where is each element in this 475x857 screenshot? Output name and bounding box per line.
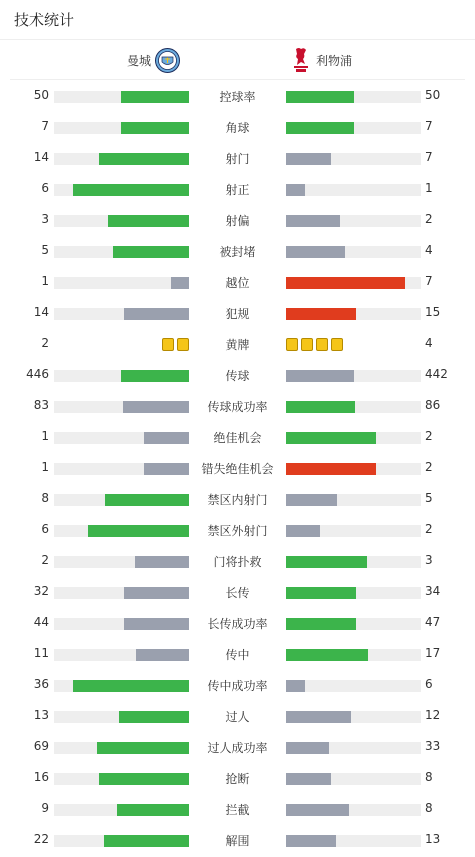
stat-label: 门将扑救	[213, 555, 262, 569]
away-bar-track	[286, 711, 421, 723]
home-value: 2	[41, 336, 49, 350]
home-bar-track	[54, 711, 189, 723]
home-bar-fill	[124, 308, 189, 320]
home-value: 446	[26, 367, 49, 381]
away-bar-track	[286, 308, 421, 320]
home-bar-track	[54, 184, 189, 196]
away-bar-fill	[286, 618, 356, 630]
stat-label: 角球	[225, 121, 250, 135]
stat-label: 传中	[225, 648, 250, 662]
stat-row	[0, 276, 475, 290]
home-bar-track	[54, 246, 189, 258]
away-bar-track	[286, 401, 421, 413]
yellow-card-icon	[301, 338, 313, 351]
home-bar-fill	[119, 711, 189, 723]
home-value: 32	[33, 584, 49, 598]
stat-row	[0, 152, 475, 166]
away-team[interactable]	[292, 46, 352, 74]
home-bar-fill	[123, 401, 189, 413]
away-bar-track	[286, 618, 421, 630]
stat-label: 传球成功率	[207, 400, 268, 414]
home-bar-track	[54, 432, 189, 444]
yellow-card-icon	[286, 338, 298, 351]
stat-label: 射偏	[225, 214, 250, 228]
stat-label: 长传	[225, 586, 250, 600]
stat-row	[0, 524, 475, 538]
stat-row	[0, 772, 475, 786]
home-bar-fill	[73, 184, 189, 196]
home-bar-fill	[105, 494, 189, 506]
away-value: 33	[425, 739, 441, 753]
away-value: 47	[425, 615, 441, 629]
home-value: 44	[33, 615, 49, 629]
away-bar-track	[286, 153, 421, 165]
stat-row	[0, 338, 475, 352]
stat-label: 射正	[225, 183, 250, 197]
stat-label: 解围	[225, 834, 250, 848]
stat-row	[0, 617, 475, 631]
stat-label: 过人	[225, 710, 250, 724]
stat-label: 长传成功率	[207, 617, 268, 631]
stat-label: 绝佳机会	[213, 431, 262, 445]
home-bar-track	[54, 277, 189, 289]
stat-label: 控球率	[219, 90, 256, 104]
home-value: 16	[33, 770, 49, 784]
away-value: 2	[425, 429, 433, 443]
stat-row	[0, 555, 475, 569]
stat-row	[0, 648, 475, 662]
home-value: 69	[33, 739, 49, 753]
home-value: 7	[41, 119, 49, 133]
away-bar-track	[286, 587, 421, 599]
home-bar-track	[54, 835, 189, 847]
home-bar-fill	[144, 432, 189, 444]
yellow-card-icon	[331, 338, 343, 351]
home-value: 2	[41, 553, 49, 567]
man-city-crest-icon	[155, 48, 180, 73]
home-bar-track	[54, 587, 189, 599]
stat-label: 犯规	[225, 307, 250, 321]
home-bar-track	[54, 773, 189, 785]
stat-row	[0, 400, 475, 414]
away-value: 2	[425, 460, 433, 474]
home-value: 9	[41, 801, 49, 815]
away-value: 2	[425, 212, 433, 226]
away-value: 34	[425, 584, 441, 598]
away-bar-track	[286, 494, 421, 506]
away-bar-track	[286, 432, 421, 444]
stat-label: 黄牌	[225, 338, 250, 352]
home-bar-track	[54, 525, 189, 537]
away-value: 8	[425, 770, 433, 784]
away-bar-fill	[286, 370, 354, 382]
stat-row	[0, 90, 475, 104]
home-bar-track	[54, 680, 189, 692]
stat-row	[0, 586, 475, 600]
home-value: 50	[33, 88, 49, 102]
away-bar-fill	[286, 215, 340, 227]
away-bar-fill	[286, 432, 376, 444]
stat-label: 拦截	[225, 803, 250, 817]
liverpool-crest-icon	[292, 46, 310, 74]
teams-header	[10, 40, 465, 80]
home-value: 36	[33, 677, 49, 691]
away-bar-fill	[286, 680, 305, 692]
stat-label: 传中成功率	[207, 679, 268, 693]
stat-label: 禁区内射门	[207, 493, 268, 507]
home-bar-track	[54, 556, 189, 568]
away-value: 1	[425, 181, 433, 195]
away-value: 86	[425, 398, 441, 412]
away-value: 6	[425, 677, 433, 691]
home-bar-fill	[104, 835, 189, 847]
away-value: 442	[425, 367, 448, 381]
away-bar-fill	[286, 556, 367, 568]
home-bar-fill	[73, 680, 189, 692]
home-value: 5	[41, 243, 49, 257]
home-bar-fill	[144, 463, 189, 475]
away-bar-fill	[286, 184, 305, 196]
away-value: 15	[425, 305, 441, 319]
away-bar-fill	[286, 525, 320, 537]
away-bar-fill	[286, 91, 354, 103]
home-value: 1	[41, 274, 49, 288]
away-team-name: 利物浦	[316, 53, 353, 68]
home-bar-track	[54, 649, 189, 661]
home-bar-fill	[121, 91, 189, 103]
home-bar-track	[54, 463, 189, 475]
away-value: 17	[425, 646, 441, 660]
home-bar-track	[54, 122, 189, 134]
away-bar-fill	[286, 246, 345, 258]
home-value: 13	[33, 708, 49, 722]
home-value: 1	[41, 460, 49, 474]
home-bar-fill	[124, 587, 189, 599]
home-bar-track	[54, 401, 189, 413]
home-value: 83	[33, 398, 49, 412]
away-bar-fill	[286, 122, 354, 134]
home-bar-fill	[121, 370, 189, 382]
home-value: 22	[33, 832, 49, 846]
away-bar-track	[286, 370, 421, 382]
away-bar-track	[286, 804, 421, 816]
home-bar-fill	[121, 122, 189, 134]
stat-row	[0, 121, 475, 135]
away-bar-fill	[286, 308, 356, 320]
stat-row	[0, 834, 475, 848]
away-bar-track	[286, 773, 421, 785]
away-value: 7	[425, 274, 433, 288]
away-bar-track	[286, 649, 421, 661]
stat-row	[0, 493, 475, 507]
page-title: 技术统计	[0, 0, 475, 40]
away-bar-track	[286, 525, 421, 537]
away-value: 4	[425, 336, 433, 350]
home-value: 14	[33, 150, 49, 164]
stat-row	[0, 710, 475, 724]
home-bar-track	[54, 91, 189, 103]
away-bar-track	[286, 556, 421, 568]
home-bar-track	[54, 618, 189, 630]
home-bar-track	[54, 804, 189, 816]
home-bar-track	[54, 370, 189, 382]
away-value: 3	[425, 553, 433, 567]
home-bar-fill	[136, 649, 189, 661]
away-bar-fill	[286, 649, 368, 661]
away-bar-fill	[286, 401, 355, 413]
home-bar-fill	[88, 525, 189, 537]
away-bar-fill	[286, 277, 405, 289]
home-value: 11	[33, 646, 49, 660]
stat-label: 禁区外射门	[207, 524, 268, 538]
away-value: 7	[425, 119, 433, 133]
away-bar-track	[286, 122, 421, 134]
away-bar-fill	[286, 742, 329, 754]
home-bar-fill	[135, 556, 189, 568]
away-bar-track	[286, 835, 421, 847]
away-bar-fill	[286, 494, 337, 506]
away-bar-track	[286, 277, 421, 289]
home-bar-fill	[124, 618, 189, 630]
home-bar-fill	[108, 215, 189, 227]
away-bar-fill	[286, 711, 351, 723]
away-value: 2	[425, 522, 433, 536]
home-bar-fill	[113, 246, 189, 258]
home-team[interactable]	[127, 48, 180, 73]
stat-row	[0, 741, 475, 755]
stat-row	[0, 431, 475, 445]
home-bar-track	[54, 308, 189, 320]
away-bar-fill	[286, 804, 349, 816]
away-value: 4	[425, 243, 433, 257]
away-value: 5	[425, 491, 433, 505]
away-value: 7	[425, 150, 433, 164]
home-bar-fill	[97, 742, 189, 754]
home-bar-fill	[99, 153, 189, 165]
away-yellow-cards	[286, 338, 343, 351]
home-value: 3	[41, 212, 49, 226]
stat-label: 抢断	[225, 772, 250, 786]
away-value: 12	[425, 708, 441, 722]
stat-label: 传球	[225, 369, 250, 383]
away-bar-track	[286, 91, 421, 103]
away-bar-track	[286, 463, 421, 475]
stat-label: 错失绝佳机会	[201, 462, 274, 476]
stat-row	[0, 679, 475, 693]
away-bar-track	[286, 742, 421, 754]
away-bar-fill	[286, 153, 331, 165]
stat-row	[0, 183, 475, 197]
stat-row	[0, 307, 475, 321]
home-value: 1	[41, 429, 49, 443]
home-value: 6	[41, 522, 49, 536]
away-bar-fill	[286, 773, 331, 785]
home-value: 8	[41, 491, 49, 505]
home-yellow-cards	[162, 338, 189, 351]
away-bar-track	[286, 215, 421, 227]
away-bar-fill	[286, 587, 356, 599]
home-bar-fill	[117, 804, 189, 816]
home-value: 6	[41, 181, 49, 195]
away-bar-fill	[286, 835, 336, 847]
stat-label: 射门	[225, 152, 250, 166]
home-team-name: 曼城	[126, 54, 151, 68]
stat-label: 越位	[225, 276, 250, 290]
home-bar-fill	[99, 773, 189, 785]
away-bar-track	[286, 246, 421, 258]
stat-row	[0, 214, 475, 228]
yellow-card-icon	[316, 338, 328, 351]
stat-label: 被封堵	[219, 245, 256, 259]
away-value: 8	[425, 801, 433, 815]
stat-label: 过人成功率	[207, 741, 268, 755]
stat-row	[0, 803, 475, 817]
yellow-card-icon	[177, 338, 189, 351]
stat-row	[0, 462, 475, 476]
away-value: 50	[425, 88, 441, 102]
away-value: 13	[425, 832, 441, 846]
away-bar-track	[286, 680, 421, 692]
home-bar-track	[54, 215, 189, 227]
home-bar-fill	[171, 277, 189, 289]
away-bar-fill	[286, 463, 376, 475]
home-bar-track	[54, 494, 189, 506]
stat-row	[0, 369, 475, 383]
yellow-card-icon	[162, 338, 174, 351]
home-bar-track	[54, 153, 189, 165]
away-bar-track	[286, 184, 421, 196]
home-value: 14	[33, 305, 49, 319]
home-bar-track	[54, 742, 189, 754]
stat-row	[0, 245, 475, 259]
